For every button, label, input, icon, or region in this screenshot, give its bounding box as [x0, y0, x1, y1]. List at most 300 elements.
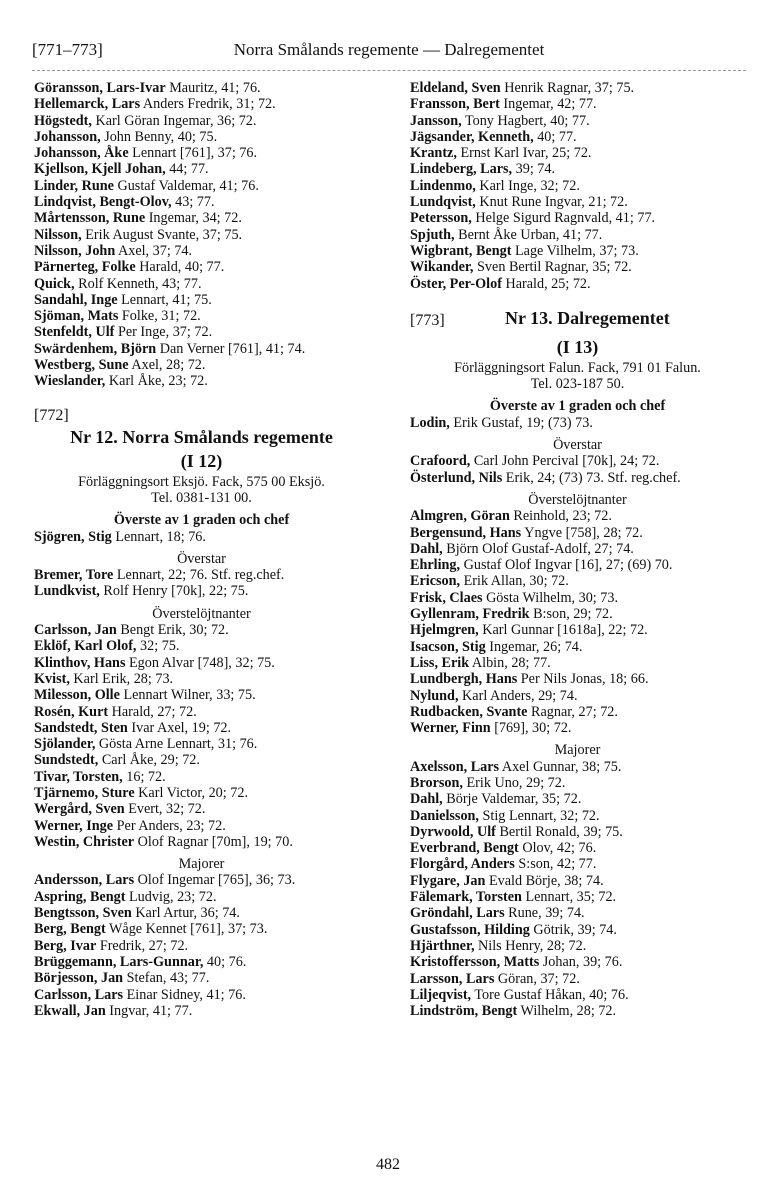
entry-surname: Swärdenhem, Björn [34, 340, 157, 357]
entry-details: Axel, 28; 72. [128, 357, 206, 374]
entry-line [34, 970, 369, 986]
entry-line [410, 759, 745, 775]
entry-line [410, 622, 745, 638]
section-title: Nr 12. Norra Smålands regemente [70, 426, 333, 447]
entry-surname: Dahl, [410, 791, 443, 808]
entry-line [34, 529, 369, 545]
entry-details: Stig Lennart, 32; 72. [478, 807, 600, 824]
entry-details: Börje Valdemar, 35; 72. [442, 791, 582, 808]
continued-list [410, 80, 745, 292]
entry-line [410, 688, 745, 704]
entry-line [410, 194, 745, 210]
entry-line [34, 113, 369, 129]
entry-surname: Larsson, Lars [410, 970, 495, 987]
entry-surname: Tjärnemo, Sture [34, 784, 135, 801]
entry-line [410, 791, 745, 807]
entry-surname: Rudbacken, Svante [410, 703, 528, 720]
entry-details: Karl Erik, 28; 73. [69, 670, 174, 687]
entry-details: 40; 76. [203, 953, 247, 970]
section-number: [772] [34, 406, 69, 424]
entry-line [410, 808, 745, 824]
entry-line [410, 639, 745, 655]
entry-details: Harald, 27; 72. [108, 703, 197, 720]
entry-details: Henrik Ragnar, 37; 75. [500, 80, 635, 96]
entry-line [34, 954, 369, 970]
entry-line [410, 470, 745, 486]
entry-details: Ernst Karl Ivar, 25; 72. [456, 145, 592, 162]
entry-surname: Carlsson, Lars [34, 986, 124, 1003]
rank-heading: Överste av 1 graden och chef [489, 398, 666, 415]
entry-surname: Pärnerteg, Folke [34, 259, 136, 276]
entry-surname: Johansson, [34, 128, 101, 145]
entry-surname: Dahl, [410, 540, 443, 557]
entry-details: Tore Gustaf Håkan, 40; 76. [471, 986, 629, 1003]
entry-details: Erik Allan, 30; 72. [460, 573, 569, 590]
entry-surname: Nilsson, [34, 226, 82, 243]
entry-surname: Gustafsson, Hilding [410, 921, 530, 938]
entry-surname: Florgård, Anders [410, 856, 515, 873]
entry-details: Karl Åke, 23; 72. [105, 373, 208, 390]
header-title: Norra Smålands regemente — Dalregementet [233, 40, 545, 59]
entry-details: Olov, 42; 76. [518, 840, 597, 857]
entry-line [410, 824, 745, 840]
entry-line [34, 373, 369, 389]
entry-details: Lage Vilhelm, 37; 73. [511, 242, 639, 259]
section-address: Förläggningsort Falun. Fack, 791 01 Falun. [454, 359, 701, 376]
entry-details: Bertil Ronald, 39; 75. [495, 823, 623, 840]
entry-line [410, 1003, 745, 1019]
section-address: Förläggningsort Eksjö. Fack, 575 00 Eksjö. [78, 473, 325, 490]
entry-details: Gustaf Valdemar, 41; 76. [113, 177, 259, 194]
entry-line [34, 921, 369, 937]
entry-line [34, 785, 369, 801]
entry-surname: Liss, Erik [410, 654, 470, 671]
rank-heading: Majorer [554, 742, 601, 759]
entry-details: Per Nils Jonas, 18; 66. [517, 671, 649, 688]
entry-line [34, 308, 369, 324]
entry-details: 44; 77. [165, 161, 209, 178]
rank-list [34, 529, 369, 545]
entry-line [34, 567, 369, 583]
entry-line [410, 987, 745, 1003]
entry-surname: Berg, Ivar [34, 937, 97, 954]
entry-surname: Krantz, [410, 145, 457, 162]
entry-surname: Andersson, Lars [34, 872, 135, 889]
entry-details: 39; 74. [512, 161, 556, 178]
entry-line [34, 341, 369, 357]
entry-line [410, 671, 745, 687]
entry-details: B:son, 29; 72. [529, 606, 613, 623]
entry-details: Björn Olof Gustaf-Adolf, 27; 74. [442, 540, 634, 557]
entry-details: Ivar Axel, 19; 72. [127, 719, 232, 736]
entry-details: 43; 77. [171, 194, 215, 211]
entry-line [410, 775, 745, 791]
entry-surname: Hellemarck, Lars [34, 96, 141, 113]
entry-line [34, 752, 369, 768]
entry-surname: Ekwall, Jan [34, 1002, 106, 1019]
entry-details: Evert, 32; 72. [124, 801, 206, 818]
entry-line [410, 922, 745, 938]
entry-details: Rune, 39; 74. [504, 905, 585, 922]
rank-heading: Överstelöjtnanter [152, 605, 251, 622]
entry-line [410, 525, 745, 541]
entry-details: Dan Verner [761], 41; 74. [156, 340, 306, 357]
entry-details: 40; 77. [533, 128, 577, 145]
entry-surname: Milesson, Olle [34, 687, 120, 704]
entry-surname: Johansson, Åke [34, 145, 129, 162]
entry-surname: Quick, [34, 275, 75, 292]
entry-details: S:son, 42; 77. [514, 856, 597, 873]
entry-details: Bengt Erik, 30; 72. [116, 622, 229, 639]
entry-surname: Sundstedt, [34, 752, 99, 769]
entry-details: Olof Ragnar [70m], 19; 70. [134, 833, 293, 850]
entry-details: Carl John Percival [70k], 24; 72. [470, 453, 660, 470]
entry-details: Egon Alvar [748], 32; 75. [125, 654, 275, 671]
entry-line [410, 178, 745, 194]
entry-line [410, 96, 745, 112]
entry-line [410, 606, 745, 622]
entry-line [410, 145, 745, 161]
entry-surname: Wergård, Sven [34, 801, 125, 818]
entry-surname: Rosén, Kurt [34, 703, 109, 720]
entry-line [34, 655, 369, 671]
entry-details: Lennart [761], 37; 76. [128, 145, 258, 162]
entry-line [410, 113, 745, 129]
rank-list [410, 508, 745, 736]
entry-line [34, 178, 369, 194]
entry-line [410, 704, 745, 720]
entry-details: Ingemar, 26; 74. [485, 638, 583, 655]
entry-surname: Fransson, Bert [410, 96, 500, 113]
entry-details: Tony Hagbert, 40; 77. [461, 112, 590, 129]
entry-surname: Hjelmgren, [410, 622, 479, 639]
entry-surname: Lindqvist, Bengt-Olov, [34, 194, 172, 211]
continued-list [34, 80, 369, 390]
entry-details: Anders Fredrik, 31; 72. [140, 96, 276, 113]
entry-line [410, 557, 745, 573]
page-number: 482 [376, 1156, 400, 1173]
entry-surname: Lundkvist, [34, 583, 100, 600]
entry-details: Erik August Svante, 37; 75. [81, 226, 243, 243]
entry-line [410, 508, 745, 524]
entry-surname: Gröndahl, Lars [410, 905, 505, 922]
entry-details: Gösta Wilhelm, 30; 73. [482, 589, 619, 606]
entry-details: Karl Inge, 32; 72. [475, 177, 580, 194]
right-column [410, 80, 745, 1019]
entry-details: Olof Ingemar [765], 36; 73. [134, 872, 296, 889]
entry-details: Rolf Henry [70k], 22; 75. [99, 583, 249, 600]
entry-line [410, 905, 745, 921]
rank-list [34, 872, 369, 1019]
entry-surname: Lundqvist, [410, 194, 476, 211]
entry-surname: Sjögren, Stig [34, 528, 112, 545]
entry-surname: Petersson, [410, 210, 472, 227]
entry-details: Erik Uno, 29; 72. [462, 774, 566, 791]
entry-line [410, 889, 745, 905]
entry-details: Karl Göran Ingemar, 36; 72. [91, 112, 257, 129]
entry-line [34, 889, 369, 905]
entry-line [410, 873, 745, 889]
rank-heading: Överste av 1 graden och chef [113, 512, 290, 529]
entry-surname: Danielsson, [410, 807, 479, 824]
entry-details: Axel, 37; 74. [115, 242, 193, 259]
entry-surname: Frisk, Claes [410, 589, 483, 606]
entry-line [410, 227, 745, 243]
rank-list [410, 759, 745, 1020]
entry-line [410, 415, 745, 431]
entry-line [410, 573, 745, 589]
entry-line [34, 872, 369, 888]
entry-surname: Eklöf, Karl Olof, [34, 638, 137, 655]
entry-details: Knut Rune Ingvar, 21; 72. [475, 194, 628, 211]
entry-details: Ludvig, 23; 72. [125, 888, 217, 905]
section-number: [773] [410, 311, 445, 329]
entry-surname: Tivar, Torsten, [34, 768, 123, 785]
entry-surname: Sjöman, Mats [34, 308, 119, 325]
entry-surname: Carlsson, Jan [34, 622, 117, 639]
entry-details: Wilhelm, 28; 72. [517, 1003, 617, 1020]
entry-surname: Lodin, [410, 414, 450, 431]
entry-surname: Isacson, Stig [410, 638, 486, 655]
entry-details: Bernt Åke Urban, 41; 77. [454, 226, 603, 243]
entry-details: Erik Gustaf, 19; (73) 73. [449, 414, 593, 431]
entry-line [410, 720, 745, 736]
entry-details: [769], 30; 72. [490, 720, 572, 737]
entry-surname: Jägsander, Kenneth, [410, 128, 534, 145]
rank-list [410, 453, 745, 486]
entry-line [34, 671, 369, 687]
entry-line [34, 357, 369, 373]
entry-surname: Ericson, [410, 573, 461, 590]
entry-line [34, 161, 369, 177]
entry-line [34, 801, 369, 817]
entry-line [34, 243, 369, 259]
entry-details: Nils Henry, 28; 72. [474, 937, 587, 954]
entry-surname: Wigbrant, Bengt [410, 242, 512, 259]
entry-details: Mauritz, 41; 76. [165, 80, 261, 96]
entry-line [34, 987, 369, 1003]
entry-surname: Westberg, Sune [34, 357, 129, 374]
entry-details: Albin, 28; 77. [469, 654, 551, 671]
entry-details: Helge Sigurd Ragnvald, 41; 77. [471, 210, 656, 227]
entry-line [34, 769, 369, 785]
entry-details: Per Anders, 23; 72. [113, 817, 226, 834]
entry-details: Per Inge, 37; 72. [114, 324, 213, 341]
entry-surname: Hjärthner, [410, 937, 475, 954]
entry-line [410, 655, 745, 671]
entry-details: Fredrik, 27; 72. [96, 937, 189, 954]
entry-line [34, 80, 369, 96]
entry-surname: Liljeqvist, [410, 986, 472, 1003]
header-rule [32, 70, 746, 71]
entry-details: Evald Börje, 38; 74. [485, 872, 604, 889]
entry-details: Wåge Kennet [761], 37; 73. [105, 921, 268, 938]
entry-details: Einar Sidney, 41; 76. [123, 986, 246, 1003]
entry-details: Harald, 25; 72. [501, 275, 591, 292]
entry-surname: Börjesson, Jan [34, 970, 124, 987]
entry-line [34, 292, 369, 308]
entry-surname: Bremer, Tore [34, 567, 114, 584]
entry-surname: Axelsson, Lars [410, 758, 500, 775]
entry-details: Folke, 31; 72. [118, 308, 201, 325]
entry-surname: Sandahl, Inge [34, 291, 118, 308]
entry-line [34, 1003, 369, 1019]
entry-surname: Flygare, Jan [410, 872, 486, 889]
entry-surname: Göransson, Lars-Ivar [34, 80, 166, 96]
entry-details: Götrik, 39; 74. [529, 921, 617, 938]
section-phone: Tel. 023-187 50. [530, 376, 625, 393]
entry-surname: Crafoord, [410, 453, 471, 470]
entry-details: Karl Anders, 29; 74. [458, 687, 578, 704]
entry-line [34, 720, 369, 736]
left-column [34, 80, 369, 1019]
entry-surname: Dyrwoold, Ulf [410, 823, 496, 840]
entry-details: Rolf Kenneth, 43; 77. [74, 275, 202, 292]
entry-line [410, 80, 745, 96]
entry-line [34, 818, 369, 834]
entry-details: Lennart, 18; 76. [111, 528, 206, 545]
entry-surname: Werner, Inge [34, 817, 114, 834]
entry-line [34, 324, 369, 340]
entry-details: John Benny, 40; 75. [100, 128, 218, 145]
entry-line [34, 145, 369, 161]
entry-surname: Lindeberg, Lars, [410, 161, 513, 178]
entry-line [410, 161, 745, 177]
entry-surname: Lundbergh, Hans [410, 671, 518, 688]
entry-details: 32; 75. [136, 638, 180, 655]
rank-heading: Majorer [178, 856, 225, 873]
entry-surname: Jansson, [410, 112, 462, 129]
entry-line [410, 971, 745, 987]
entry-details: Harald, 40; 77. [135, 259, 225, 276]
entry-surname: Lindenmo, [410, 177, 476, 194]
entry-details: Ragnar, 27; 72. [527, 703, 618, 720]
entry-surname: Bengtsson, Sven [34, 905, 132, 922]
section-heading [410, 308, 745, 334]
entry-surname: Sandstedt, Sten [34, 719, 128, 736]
entry-details: Johan, 39; 76. [539, 954, 623, 971]
rank-list [34, 622, 369, 850]
entry-surname: Berg, Bengt [34, 921, 106, 938]
entry-surname: Werner, Finn [410, 720, 491, 737]
entry-surname: Ehrling, [410, 557, 461, 574]
entry-surname: Brorson, [410, 774, 463, 791]
rank-heading: Överstar [553, 437, 602, 454]
entry-surname: Mårtensson, Rune [34, 210, 146, 227]
entry-surname: Stenfeldt, Ulf [34, 324, 115, 341]
entry-line [34, 905, 369, 921]
entry-line [410, 938, 745, 954]
entry-surname: Westin, Christer [34, 833, 135, 850]
entry-surname: Everbrand, Bengt [410, 840, 519, 857]
entry-surname: Fälemark, Torsten [410, 889, 522, 906]
rank-heading: Överstelöjtnanter [528, 491, 627, 508]
entry-surname: Lindström, Bengt [410, 1003, 518, 1020]
entry-line [34, 834, 369, 850]
section-title: Nr 13. Dalregementet [505, 307, 670, 328]
entry-line [34, 194, 369, 210]
entry-line [410, 210, 745, 226]
entry-line [34, 96, 369, 112]
entry-surname: Sjölander, [34, 736, 96, 753]
page-header [32, 40, 746, 62]
entry-surname: Kvist, [34, 670, 70, 687]
entry-line [34, 210, 369, 226]
entry-surname: Högstedt, [34, 112, 92, 129]
section-code: (I 12) [180, 450, 223, 471]
entry-surname: Kjellson, Kjell Johan, [34, 161, 166, 178]
entry-surname: Kristoffersson, Matts [410, 954, 540, 971]
entry-line [34, 259, 369, 275]
entry-surname: Klinthov, Hans [34, 654, 126, 671]
entry-surname: Wikander, [410, 259, 474, 276]
entry-surname: Öster, Per-Olof [410, 275, 502, 292]
entry-details: Karl Gunnar [1618a], 22; 72. [478, 622, 648, 639]
entry-line [410, 590, 745, 606]
entry-line [410, 243, 745, 259]
entry-line [410, 954, 745, 970]
entry-surname: Spjuth, [410, 226, 455, 243]
section-phone: Tel. 0381-131 00. [151, 489, 252, 506]
rank-heading: Överstar [177, 550, 226, 567]
entry-line [34, 622, 369, 638]
entry-details: Reinhold, 23; 72. [509, 508, 612, 525]
entry-line [410, 856, 745, 872]
entry-line [410, 453, 745, 469]
entry-line [34, 583, 369, 599]
entry-details: Ingemar, 34; 72. [145, 210, 242, 227]
entry-line [410, 541, 745, 557]
entry-surname: Brüggemann, Lars-Gunnar, [34, 953, 204, 970]
entry-details: 16; 72. [122, 768, 166, 785]
entry-line [34, 704, 369, 720]
entry-surname: Österlund, Nils [410, 469, 503, 486]
entry-details: Ingemar, 42; 77. [499, 96, 597, 113]
entry-details: Karl Victor, 20; 72. [134, 784, 248, 801]
entry-details: Gösta Arne Lennart, 31; 76. [95, 736, 258, 753]
entry-line [34, 638, 369, 654]
entry-surname: Linder, Rune [34, 177, 114, 194]
entry-details: Lennart, 35; 72. [521, 889, 617, 906]
entry-line [34, 938, 369, 954]
entry-surname: Almgren, Göran [410, 508, 510, 525]
entry-surname: Bergensund, Hans [410, 524, 522, 541]
entry-details: Sven Bertil Ragnar, 35; 72. [473, 259, 632, 276]
entry-line [410, 840, 745, 856]
rank-list [410, 415, 745, 431]
entry-details: Lennart Wilner, 33; 75. [119, 687, 256, 704]
section-code: (I 13) [556, 336, 599, 357]
entry-line [34, 276, 369, 292]
entry-details: Göran, 37; 72. [494, 970, 580, 987]
entry-surname: Wieslander, [34, 373, 106, 390]
entry-surname: Nilsson, John [34, 242, 116, 259]
rank-list [34, 567, 369, 600]
entry-surname: Nylund, [410, 687, 459, 704]
entry-line [410, 129, 745, 145]
entry-details: Carl Åke, 29; 72. [98, 752, 200, 769]
entry-details: Ingvar, 41; 77. [105, 1002, 193, 1019]
entry-line [34, 687, 369, 703]
entry-details: Yngve [758], 28; 72. [521, 524, 643, 541]
entry-details: Lennart, 22; 76. Stf. reg.chef. [113, 567, 285, 584]
entry-details: Stefan, 43; 77. [123, 970, 210, 987]
entry-details: Gustaf Olof Ingvar [16], 27; (69) 70. [460, 557, 673, 574]
entry-line [34, 129, 369, 145]
entry-surname: Aspring, Bengt [34, 888, 126, 905]
entry-line [34, 736, 369, 752]
entry-details: Karl Artur, 36; 74. [131, 905, 240, 922]
